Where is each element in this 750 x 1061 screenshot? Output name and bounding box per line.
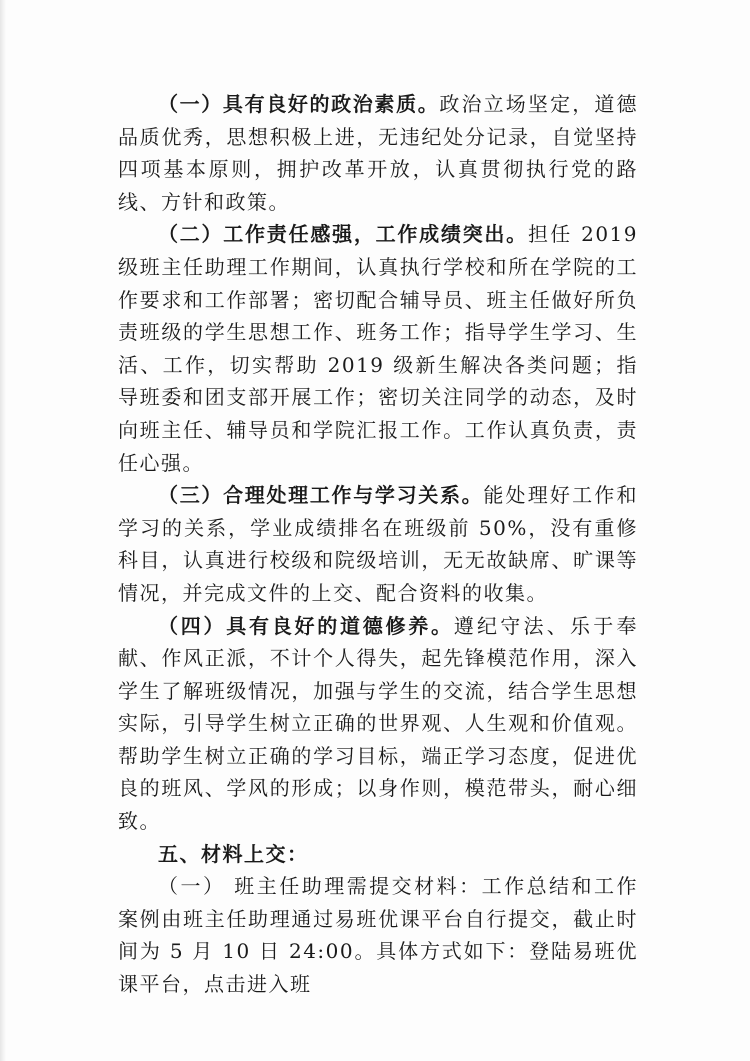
paragraph-text: 担任 2019 级班主任助理工作期间，认真执行学校和所在学院的工作要求和工作部署；密切配合辅导员、班主任做好所负责班级的学生思想工作、班务工作；指导学生学习、生活、工作，切实帮助 2019 级新生解决各类问题；指导班委和团支部开展工作；密切关注同学的动态，及时向班主任、辅导员和学院汇报工作。工作认真负责，责任心强。 [118, 222, 638, 475]
paragraph-text: 能处理好工作和学习的关系，学业成绩排名在班级前 50%，没有重修科目，认真进行校级和院级培训，无无故缺席、旷课等情况，并完成文件的上交、配合资料的收集。 [118, 483, 639, 605]
paragraph-lead: （一）具有良好的政治素质。 [158, 92, 440, 116]
scan-edge [0, 0, 6, 1061]
paragraph-work-responsibility [118, 218, 638, 479]
paragraph-text: 遵纪守法、乐于奉献、作风正派，不计个人得失，起先锋模范作用，深入学生了解班级情况，加强与学生的交流，结合学生思想实际，引导学生树立正确的世界观、人生观和价值观。帮助学生树立正确的学习目标，端正学习态度，促进优良的班风、学风的形成；以身作则，模范带头，耐心细致。 [118, 613, 638, 834]
paragraph-lead: （二）工作责任感强，工作成绩突出。 [158, 222, 528, 247]
paragraph-work-study-balance [118, 479, 638, 609]
section-heading-materials: 五、材料上交： [158, 841, 309, 866]
document-body [118, 88, 638, 1001]
paragraph-materials-submission: （一） 班主任助理需提交材料：工作总结和工作案例由班主任助理通过易班优课平台自行提交，截止时间为 5 月 10 日 24:00。具体方式如下：登陆易班优课平台，点击进入班 [118, 874, 638, 997]
paragraph-political-quality [118, 88, 638, 218]
paragraph-moral-character [118, 610, 638, 838]
paragraph-text: 政治立场坚定，道德品质优秀，思想积极上进，无违纪处分记录，自觉坚持四项基本原则，拥护改革开放，认真贯彻执行党的路线、方针和政策。 [118, 92, 639, 214]
paragraph-lead: （三）合理处理工作与学习关系。 [158, 483, 484, 508]
paragraph-lead: （四）具有良好的道德修养。 [158, 613, 454, 638]
